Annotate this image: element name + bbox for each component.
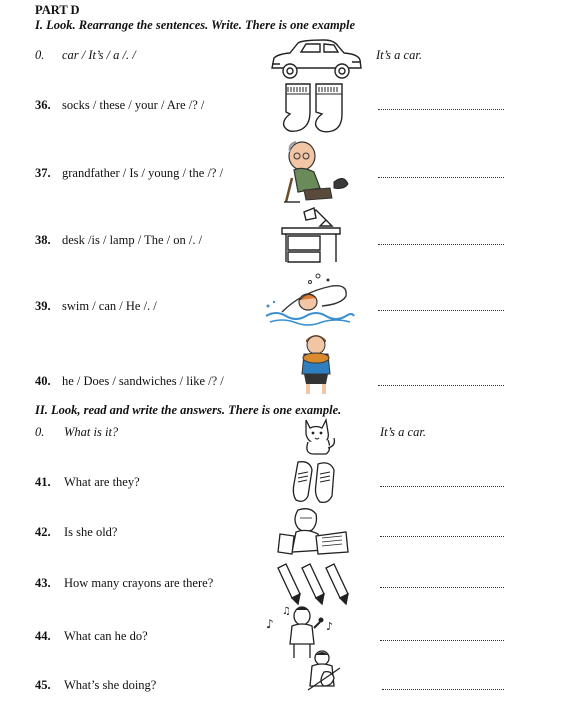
cat-icon xyxy=(300,416,338,456)
item-43-number: 43. xyxy=(35,576,51,590)
section2-instruction: II. Look, read and write the answers. There is one example. xyxy=(35,403,342,417)
item-38-answer-line[interactable] xyxy=(378,244,504,245)
part-title: PART D xyxy=(35,3,80,17)
item-40-number: 40. xyxy=(35,374,51,388)
example2-answer: It’s a car. xyxy=(380,425,426,439)
socks-icon xyxy=(280,82,348,134)
item-41-prompt: What are they? xyxy=(64,475,140,489)
violin-girl-icon xyxy=(300,650,346,696)
item-43-prompt: How many crayons are there? xyxy=(64,576,214,590)
item-36-answer-line[interactable] xyxy=(378,109,504,110)
item-36-prompt: socks / these / your / Are /? / xyxy=(62,98,205,112)
item-38-number: 38. xyxy=(35,233,51,247)
item-44-number: 44. xyxy=(35,629,51,643)
item-37-answer-line[interactable] xyxy=(378,177,504,178)
item-45-number: 45. xyxy=(35,678,51,692)
item-42-answer-line[interactable] xyxy=(380,536,504,537)
item-39-answer-line[interactable] xyxy=(378,310,504,311)
item-37-number: 37. xyxy=(35,166,51,180)
item-37-prompt: grandfather / Is / young / the /? / xyxy=(62,166,224,180)
item-41-answer-line[interactable] xyxy=(380,486,504,487)
item-41-number: 41. xyxy=(35,475,51,489)
item-40-prompt: he / Does / sandwiches / like /? / xyxy=(62,374,224,388)
svg-text:♪: ♪ xyxy=(266,617,274,631)
item-44-answer-line[interactable] xyxy=(380,640,504,641)
grandfather-icon xyxy=(282,138,352,204)
item-43-answer-line[interactable] xyxy=(380,587,504,588)
item-39-prompt: swim / can / He /. / xyxy=(62,299,157,313)
item-44-prompt: What can he do? xyxy=(64,629,148,643)
swimmer-icon xyxy=(262,272,356,330)
example2-number: 0. xyxy=(35,425,45,439)
old-woman-reading-icon xyxy=(276,506,350,558)
item-36-number: 36. xyxy=(35,98,51,112)
desk-lamp-icon xyxy=(280,206,344,264)
item-39-number: 39. xyxy=(35,299,51,313)
item-40-answer-line[interactable] xyxy=(378,385,504,386)
section1-instruction: I. Look. Rearrange the sentences. Write. There is one example xyxy=(35,18,356,32)
crayons-icon xyxy=(274,562,348,606)
car-icon xyxy=(268,38,364,82)
boy-sandwich-icon xyxy=(296,330,336,396)
example-prompt: car / It’s / a /. / xyxy=(62,48,136,62)
example2-prompt: What is it? xyxy=(64,425,119,439)
svg-text:♪: ♪ xyxy=(326,620,334,633)
shoes-icon xyxy=(290,458,340,506)
item-45-prompt: What’s she doing? xyxy=(64,678,157,692)
item-45-answer-line[interactable] xyxy=(382,689,504,690)
item-42-prompt: Is she old? xyxy=(64,525,118,539)
svg-text:♫: ♫ xyxy=(282,606,291,617)
example-answer: It’s a car. xyxy=(376,48,422,62)
item-38-prompt: desk /is / lamp / The / on /. / xyxy=(62,233,203,247)
item-42-number: 42. xyxy=(35,525,51,539)
example-number: 0. xyxy=(35,48,45,62)
